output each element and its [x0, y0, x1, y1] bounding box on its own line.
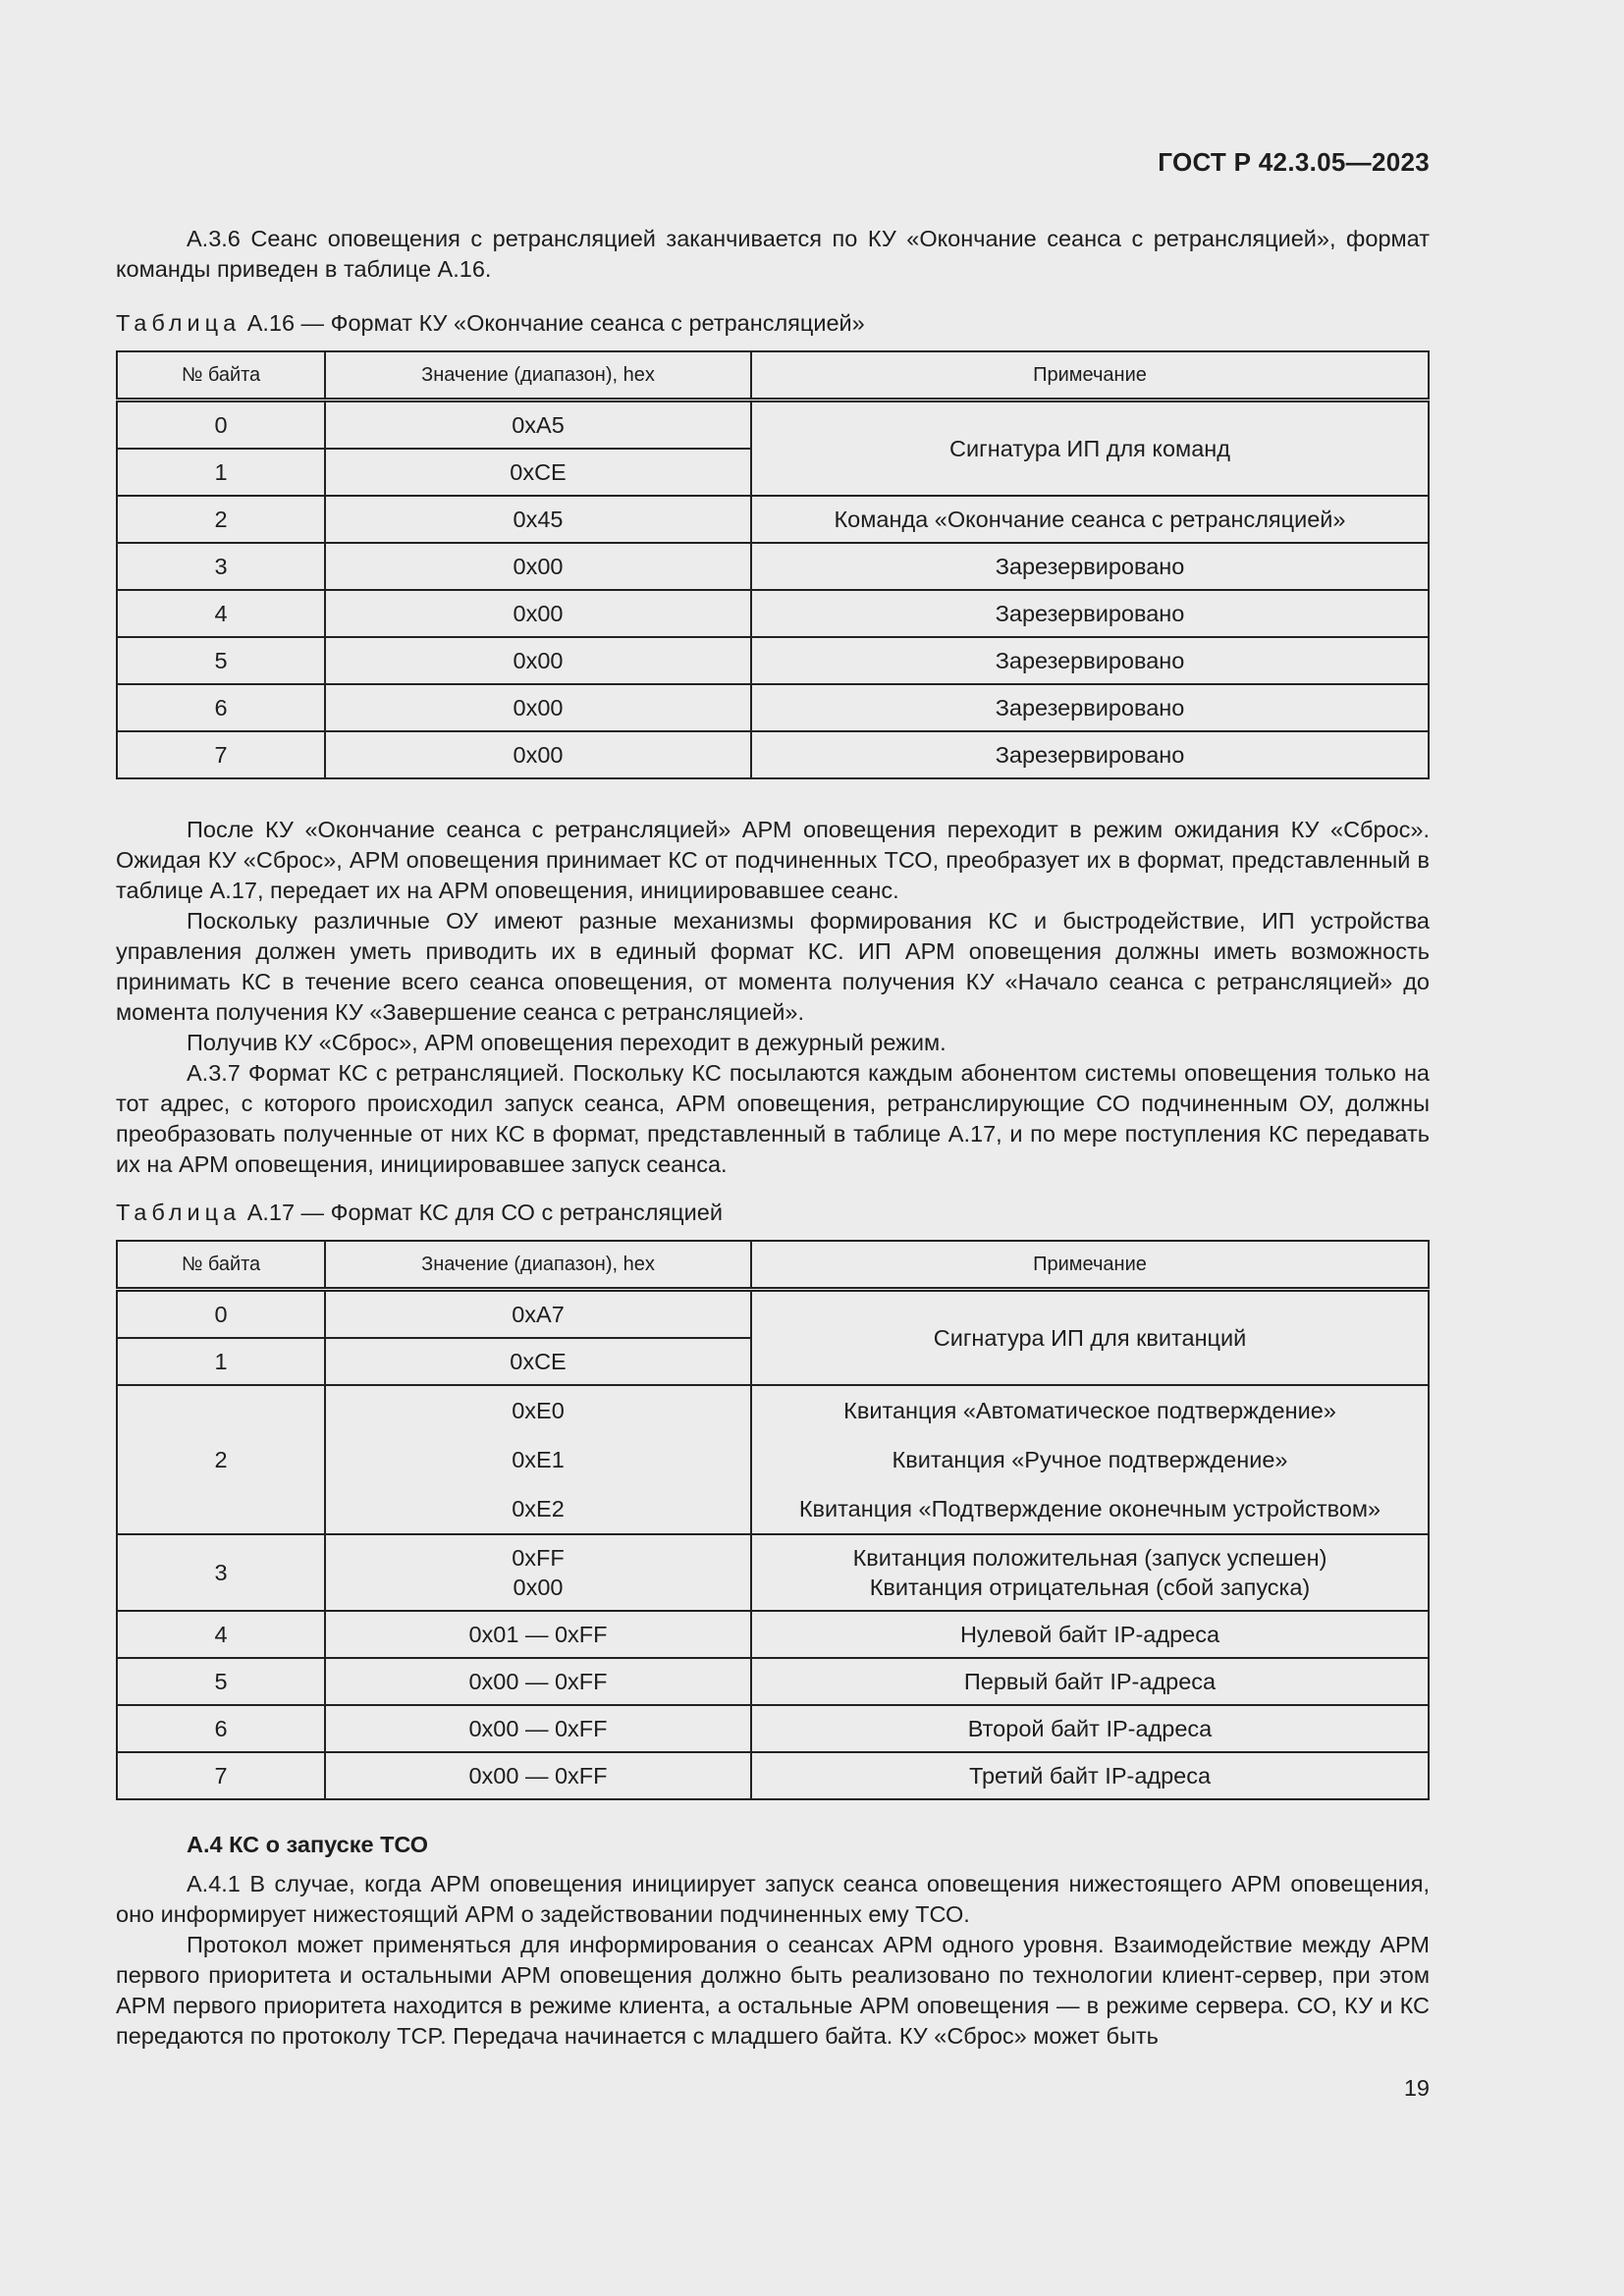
table-row	[117, 1534, 1429, 1611]
note-cell: Зарезервировано	[751, 590, 1429, 637]
document-standard-id: ГОСТ Р 42.3.05—2023	[1158, 147, 1430, 177]
note-cell: Зарезервировано	[751, 637, 1429, 684]
table-row	[117, 731, 1429, 778]
value-cell: 0x00	[325, 543, 751, 590]
byte-cell: 3	[117, 543, 325, 590]
paragraph: А.4.1 В случае, когда АРМ оповещения инициирует запуск сеанса оповещения нижестоящего АРМ оповещения, оно информирует нижестоящий АРМ о задействовании подчиненных ему ТСО.	[116, 1871, 1430, 1927]
note-line: Квитанция «Подтверждение оконечным устройством»	[798, 1496, 1381, 1522]
table-row	[117, 1752, 1429, 1799]
note-cell-multi	[751, 1534, 1429, 1611]
document-page	[116, 0, 1430, 2296]
table-caption	[116, 308, 865, 339]
byte-cell: 5	[117, 637, 325, 684]
byte-cell: 0	[117, 1290, 325, 1339]
value-line: 0x00	[513, 1575, 564, 1600]
caption-word: Таблица	[116, 1200, 242, 1225]
paragraph: А.3.7 Формат КС с ретрансляцией. Поскольку КС посылаются каждым абонентом системы оповещения только на тот адрес, с которого происходил запуск сеанса, АРМ оповещения, ретранслирующие СО подчиненным ОУ, должны преобразовать полученные от них КС в формат, представленный в таблице А.17, и по мере поступления КС передавать их на АРМ оповещения, инициировавшее запуск сеанса.	[116, 1060, 1430, 1177]
note-cell: Первый байт IP-адреса	[751, 1658, 1429, 1705]
note-cell-multi	[751, 1385, 1429, 1534]
table-row	[117, 590, 1429, 637]
value-cell: 0x01 — 0xFF	[325, 1611, 751, 1658]
note-line: Квитанция положительная (запуск успешен)	[852, 1545, 1327, 1571]
caption-text: А.17 — Формат КС для СО с ретрансляцией	[246, 1200, 723, 1225]
byte-cell: 4	[117, 1611, 325, 1658]
byte-cell: 2	[117, 496, 325, 543]
value-cell: 0x45	[325, 496, 751, 543]
caption-text: А.16 — Формат КУ «Окончание сеанса с ретрансляцией»	[246, 310, 865, 336]
byte-cell: 4	[117, 590, 325, 637]
caption-word: Таблица	[116, 310, 242, 336]
note-cell: Нулевой байт IP-адреса	[751, 1611, 1429, 1658]
table-a16	[116, 350, 1430, 779]
value-cell: 0xA7	[325, 1290, 751, 1339]
byte-cell: 6	[117, 684, 325, 731]
column-header: № байта	[117, 351, 325, 400]
page-number: 19	[1403, 2075, 1430, 2101]
column-header: Значение (диапазон), hex	[325, 351, 751, 400]
table-row	[117, 637, 1429, 684]
value-cell-multi	[325, 1534, 751, 1611]
body-paragraphs-end	[116, 1869, 1430, 2052]
byte-cell: 2	[117, 1385, 325, 1534]
table-row	[117, 1705, 1429, 1752]
column-header: № байта	[117, 1241, 325, 1290]
value-cell: 0x00	[325, 731, 751, 778]
table-row	[117, 496, 1429, 543]
value-cell-multi	[325, 1385, 751, 1534]
value-cell: 0x00	[325, 590, 751, 637]
body-paragraphs-mid	[116, 815, 1430, 1180]
value-cell: 0x00 — 0xFF	[325, 1705, 751, 1752]
table-row	[117, 1385, 1429, 1534]
value-cell: 0x00 — 0xFF	[325, 1658, 751, 1705]
paragraph: А.3.6 Сеанс оповещения с ретрансляцией заканчивается по КУ «Окончание сеанса с ретрансляцией», формат команды приведен в таблице А.16.	[116, 226, 1430, 282]
value-line: 0xFF	[512, 1545, 565, 1571]
paragraph: Поскольку различные ОУ имеют разные механизмы формирования КС и быстродействие, ИП устройства управления должен уметь приводить их в единый формат КС. ИП АРМ оповещения должны иметь возможность принимать КС в течение всего сеанса оповещения, от момента получения КУ «Начало сеанса с ретрансляцией» до момента получения КУ «Завершение сеанса с ретрансляцией».	[116, 908, 1430, 1025]
paragraph: Протокол может применяться для информирования о сеансах АРМ одного уровня. Взаимодействие между АРМ первого приоритета и остальными АРМ оповещения должно быть реализовано по технологии клиент-сервер, при этом АРМ первого приоритета находится в режиме клиента, а остальные АРМ оповещения — в режиме сервера. СО, КУ и КС передаются по протоколу TCP. Передача начинается с младшего байта. КУ «Сброс» может быть	[116, 1932, 1430, 2049]
note-cell: Команда «Окончание сеанса с ретрансляцией»	[751, 496, 1429, 543]
table-row	[117, 684, 1429, 731]
byte-cell: 7	[117, 731, 325, 778]
byte-cell: 1	[117, 449, 325, 496]
byte-cell: 3	[117, 1534, 325, 1611]
byte-cell: 7	[117, 1752, 325, 1799]
table-a17	[116, 1240, 1430, 1800]
note-cell: Сигнатура ИП для квитанций	[751, 1290, 1429, 1386]
note-cell: Второй байт IP-адреса	[751, 1705, 1429, 1752]
note-cell: Зарезервировано	[751, 684, 1429, 731]
section-heading: А.4 КС о запуске ТСО	[187, 1832, 429, 1857]
value-line: 0xE1	[512, 1447, 565, 1472]
table-row	[117, 1290, 1429, 1339]
table-row	[117, 1658, 1429, 1705]
table-row	[117, 543, 1429, 590]
note-line: Квитанция «Ручное подтверждение»	[892, 1447, 1288, 1472]
column-header: Примечание	[751, 1241, 1429, 1290]
note-cell: Сигнатура ИП для команд	[751, 400, 1429, 497]
column-header: Примечание	[751, 351, 1429, 400]
column-header: Значение (диапазон), hex	[325, 1241, 751, 1290]
value-line: 0xE0	[512, 1398, 565, 1423]
note-line: Квитанция отрицательная (сбой запуска)	[869, 1575, 1311, 1600]
note-line: Квитанция «Автоматическое подтверждение»	[843, 1398, 1336, 1423]
table-row	[117, 1611, 1429, 1658]
value-line: 0xE2	[512, 1496, 565, 1522]
value-cell: 0xCE	[325, 1338, 751, 1385]
value-cell: 0xA5	[325, 400, 751, 450]
value-cell: 0x00 — 0xFF	[325, 1752, 751, 1799]
note-cell: Третий байт IP-адреса	[751, 1752, 1429, 1799]
paragraph: Получив КУ «Сброс», АРМ оповещения переходит в дежурный режим.	[187, 1030, 947, 1055]
table-header-row	[117, 351, 1429, 400]
byte-cell: 0	[117, 400, 325, 450]
value-cell: 0xCE	[325, 449, 751, 496]
byte-cell: 6	[117, 1705, 325, 1752]
byte-cell: 5	[117, 1658, 325, 1705]
table-header-row	[117, 1241, 1429, 1290]
value-cell: 0x00	[325, 637, 751, 684]
table-row	[117, 400, 1429, 450]
byte-cell: 1	[117, 1338, 325, 1385]
value-cell: 0x00	[325, 684, 751, 731]
table-caption	[116, 1198, 723, 1228]
note-cell: Зарезервировано	[751, 731, 1429, 778]
note-cell: Зарезервировано	[751, 543, 1429, 590]
paragraph: После КУ «Окончание сеанса с ретрансляцией» АРМ оповещения переходит в режим ожидания КУ «Сброс». Ожидая КУ «Сброс», АРМ оповещения принимает КС от подчиненных ТСО, преобразует их в формат, представленный в таблице А.17, передает их на АРМ оповещения, инициировавшее сеанс.	[116, 817, 1430, 903]
intro-paragraph-block	[116, 224, 1430, 285]
